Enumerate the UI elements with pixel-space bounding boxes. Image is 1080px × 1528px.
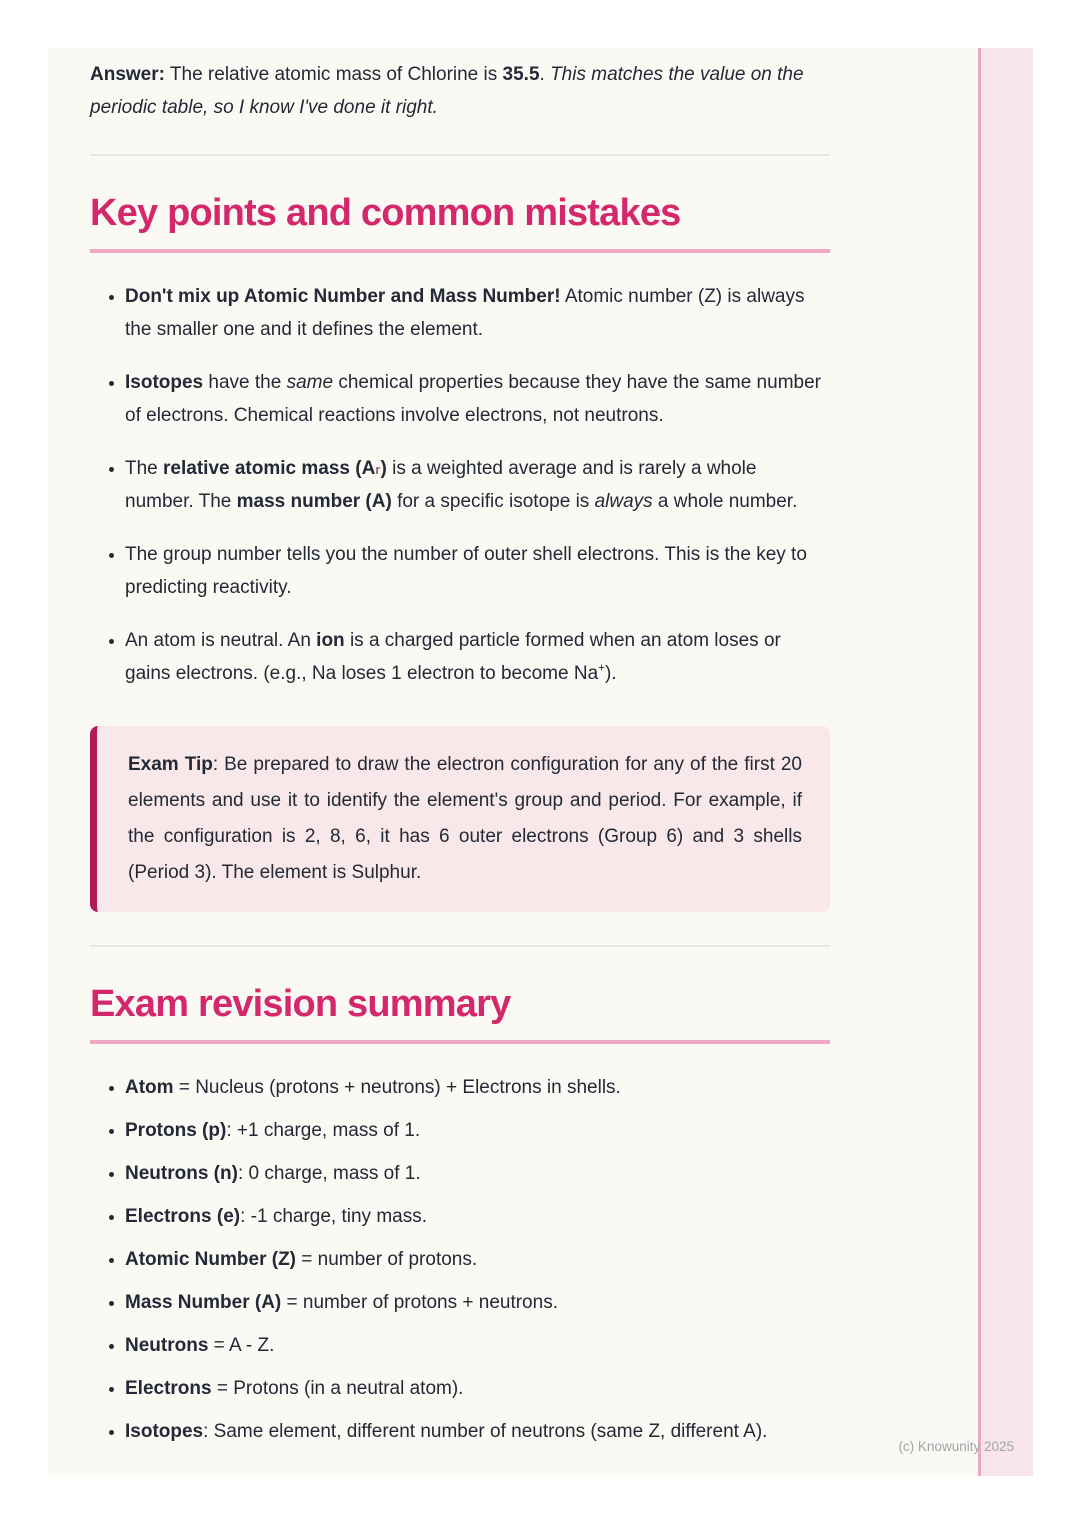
list-item: • Electrons (e): -1 charge, tiny mass. <box>125 1200 830 1233</box>
copyright-watermark: (c) Knowunity 2025 <box>898 1439 1014 1454</box>
list-item: • Electrons = Protons (in a neutral atom). <box>125 1372 830 1405</box>
page-edge-band <box>978 48 1033 1476</box>
answer-paragraph: Answer: The relative atomic mass of Chlorine is 35.5. This matches the value on the periodic table, so I know I've done it right. <box>90 64 804 118</box>
exam-revision-heading: Exam revision summary <box>90 983 511 1025</box>
section-divider <box>90 154 830 156</box>
list-item: • The group number tells you the number of outer shell electrons. This is the key to predicting reactivity. <box>125 538 830 604</box>
document-page-card <box>48 48 1033 1476</box>
key-points-heading: Key points and common mistakes <box>90 192 681 234</box>
list-item: • Atomic Number (Z) = number of protons. <box>125 1243 830 1276</box>
exam-tip-callout <box>90 726 830 912</box>
list-item: • Mass Number (A) = number of protons + neutrons. <box>125 1286 830 1319</box>
section-divider <box>90 945 830 947</box>
list-item: • Neutrons (n): 0 charge, mass of 1. <box>125 1157 830 1190</box>
exam-revision-list <box>90 1071 830 1448</box>
list-item: • Protons (p): +1 charge, mass of 1. <box>125 1114 830 1147</box>
list-item: • Neutrons = A - Z. <box>125 1329 830 1362</box>
list-item: • Atom = Nucleus (protons + neutrons) + Electrons in shells. <box>125 1071 830 1104</box>
list-item: • The relative atomic mass (Ar) is a weighted average and is rarely a whole number. The mass number (A) for a specific isotope is always a whole number. <box>125 452 830 518</box>
list-item: • Isotopes: Same element, different number of neutrons (same Z, different A). <box>125 1415 830 1448</box>
list-item: • An atom is neutral. An ion is a charged particle formed when an atom loses or gains electrons. (e.g., Na loses 1 electron to become Na+). <box>125 624 830 690</box>
exam-tip-text: Exam Tip: Be prepared to draw the electron configuration for any of the first 20 elements and use it to identify the element's group and period. For example, if the configuration is 2, 8, 6, it has 6 outer electrons (Group 6) and 3 shells (Period 3). The element is Sulphur. <box>128 754 802 883</box>
key-points-list <box>90 280 830 690</box>
heading-underline <box>90 1040 830 1044</box>
heading-underline <box>90 249 830 253</box>
list-item: • Don't mix up Atomic Number and Mass Number! Atomic number (Z) is always the smaller one and it defines the element. <box>125 280 830 346</box>
list-item: • Isotopes have the same chemical properties because they have the same number of electrons. Chemical reactions involve electrons, not neutrons. <box>125 366 830 432</box>
content-column <box>90 48 830 1448</box>
